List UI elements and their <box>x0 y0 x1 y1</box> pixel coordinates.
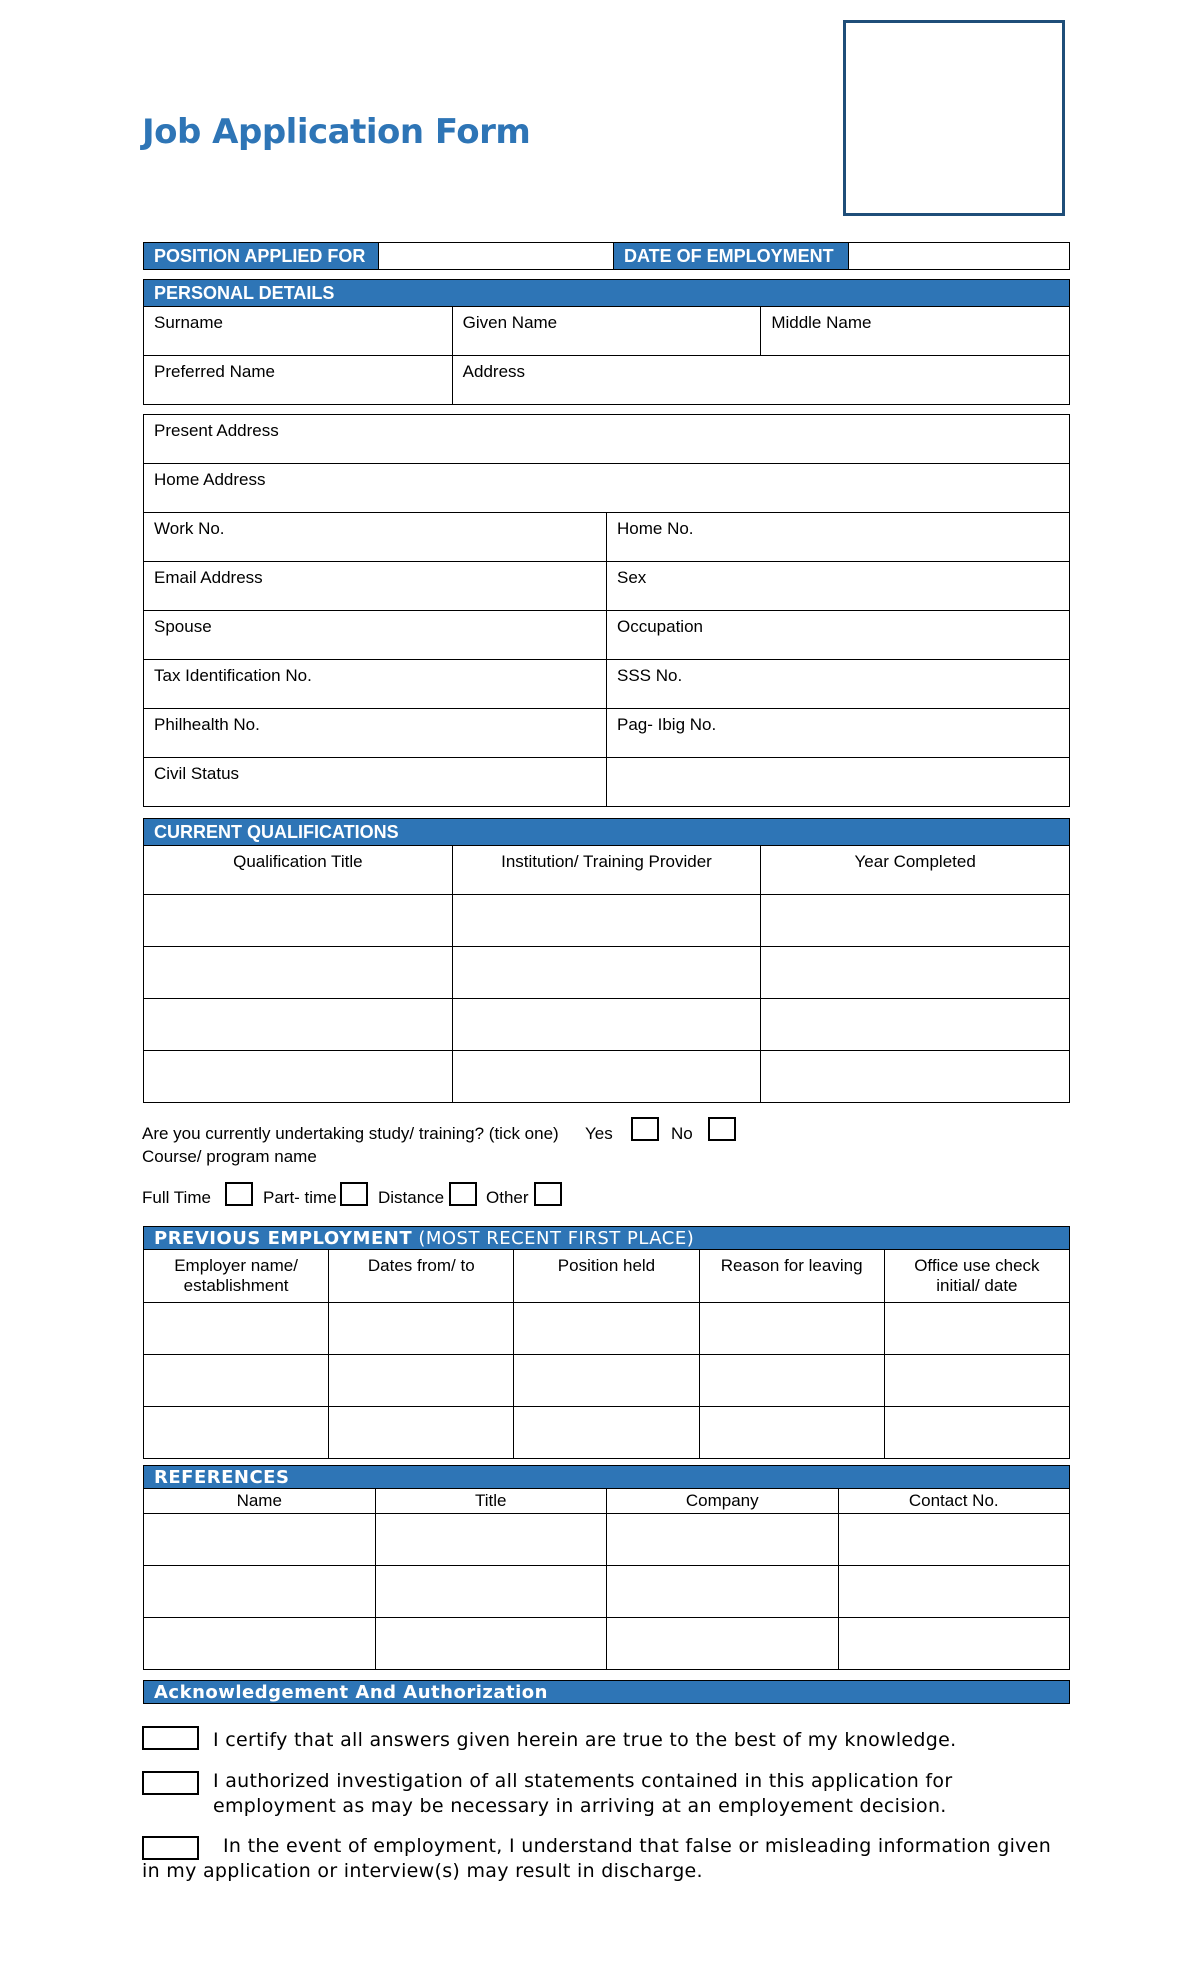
table-row <box>144 1303 1070 1355</box>
references-header: REFERENCES <box>144 1466 1070 1489</box>
table-row <box>144 1407 1070 1459</box>
institution-header: Institution/ Training Provider <box>452 846 761 895</box>
year-completed-header: Year Completed <box>761 846 1070 895</box>
qualification-title-header: Qualification Title <box>144 846 453 895</box>
civil-status-field[interactable]: Civil Status <box>144 758 607 807</box>
occupation-field[interactable]: Occupation <box>607 611 1070 660</box>
table-row <box>144 947 1070 999</box>
office-use-header: Office use check initial/ date <box>884 1250 1069 1303</box>
table-row <box>144 1514 1070 1566</box>
page-title: Job Application Form <box>142 112 531 152</box>
home-address-field[interactable]: Home Address <box>144 464 1070 513</box>
employment-table <box>143 1226 1070 1459</box>
table-row <box>144 1355 1070 1407</box>
present-address-field[interactable]: Present Address <box>144 415 1070 464</box>
tin-field[interactable]: Tax Identification No. <box>144 660 607 709</box>
contact-table <box>143 414 1070 807</box>
home-no-field[interactable]: Home No. <box>607 513 1070 562</box>
full-time-label: Full Time <box>142 1188 211 1207</box>
references-table <box>143 1465 1070 1670</box>
qualifications-header: CURRENT QUALIFICATIONS <box>144 819 1070 846</box>
reason-leaving-header: Reason for leaving <box>699 1250 884 1303</box>
spouse-field[interactable]: Spouse <box>144 611 607 660</box>
dates-header: Dates from/ to <box>329 1250 514 1303</box>
table-row <box>144 1566 1070 1618</box>
philhealth-field[interactable]: Philhealth No. <box>144 709 607 758</box>
yes-label: Yes <box>585 1124 613 1143</box>
ref-company-header: Company <box>607 1489 839 1514</box>
certify-checkbox[interactable] <box>142 1726 199 1750</box>
personal-details-header: PERSONAL DETAILS <box>144 280 1070 307</box>
position-input[interactable] <box>379 243 614 270</box>
authorize-text-2: employment as may be necessary in arriving at an employement decision. <box>213 1795 947 1817</box>
personal-details-table <box>143 279 1070 405</box>
pagibig-field[interactable]: Pag- Ibig No. <box>607 709 1070 758</box>
preferred-name-field[interactable]: Preferred Name <box>144 356 453 405</box>
acknowledgement-header: Acknowledgement And Authorization <box>144 1681 1070 1704</box>
civil-status-input[interactable] <box>607 758 1070 807</box>
yes-checkbox[interactable] <box>631 1117 659 1141</box>
full-time-checkbox[interactable] <box>225 1182 253 1206</box>
photo-box[interactable] <box>843 20 1065 216</box>
employment-header: PREVIOUS EMPLOYMENT (MOST RECENT FIRST PLACE) <box>144 1227 1070 1250</box>
qualifications-table <box>143 818 1070 1103</box>
sex-field[interactable]: Sex <box>607 562 1070 611</box>
part-time-checkbox[interactable] <box>340 1182 368 1206</box>
discharge-text-2: in my application or interview(s) may result in discharge. <box>142 1860 703 1882</box>
certify-text: I certify that all answers given herein are true to the best of my knowledge. <box>213 1729 957 1751</box>
surname-field[interactable]: Surname <box>144 307 453 356</box>
address-field[interactable]: Address <box>452 356 1069 405</box>
acknowledgement-table <box>143 1680 1070 1704</box>
sss-field[interactable]: SSS No. <box>607 660 1070 709</box>
position-held-header: Position held <box>514 1250 699 1303</box>
position-label: POSITION APPLIED FOR <box>144 243 379 270</box>
other-checkbox[interactable] <box>534 1182 562 1206</box>
employer-header: Employer name/ establishment <box>144 1250 329 1303</box>
distance-checkbox[interactable] <box>449 1182 477 1206</box>
authorize-checkbox[interactable] <box>142 1771 199 1795</box>
discharge-checkbox[interactable] <box>142 1836 199 1860</box>
ref-contact-header: Contact No. <box>838 1489 1070 1514</box>
no-label: No <box>671 1124 693 1143</box>
distance-label: Distance <box>378 1188 445 1207</box>
table-row <box>144 1618 1070 1670</box>
study-question: Are you currently undertaking study/ training? (tick one) <box>142 1124 559 1143</box>
date-input[interactable] <box>849 243 1070 270</box>
ref-name-header: Name <box>144 1489 376 1514</box>
part-time-label: Part- time <box>263 1188 337 1207</box>
authorize-text-1: I authorized investigation of all statements contained in this application for <box>213 1770 953 1792</box>
work-no-field[interactable]: Work No. <box>144 513 607 562</box>
discharge-text-1: In the event of employment, I understand that false or misleading information given <box>223 1835 1052 1857</box>
date-label: DATE OF EMPLOYMENT <box>614 243 849 270</box>
no-checkbox[interactable] <box>708 1117 736 1141</box>
table-row <box>144 999 1070 1051</box>
email-field[interactable]: Email Address <box>144 562 607 611</box>
middle-name-field[interactable]: Middle Name <box>761 307 1070 356</box>
other-label: Other <box>486 1188 529 1207</box>
position-table <box>143 242 1070 270</box>
table-row <box>144 1051 1070 1103</box>
course-label: Course/ program name <box>142 1147 317 1166</box>
ref-title-header: Title <box>375 1489 607 1514</box>
given-name-field[interactable]: Given Name <box>452 307 761 356</box>
table-row <box>144 895 1070 947</box>
